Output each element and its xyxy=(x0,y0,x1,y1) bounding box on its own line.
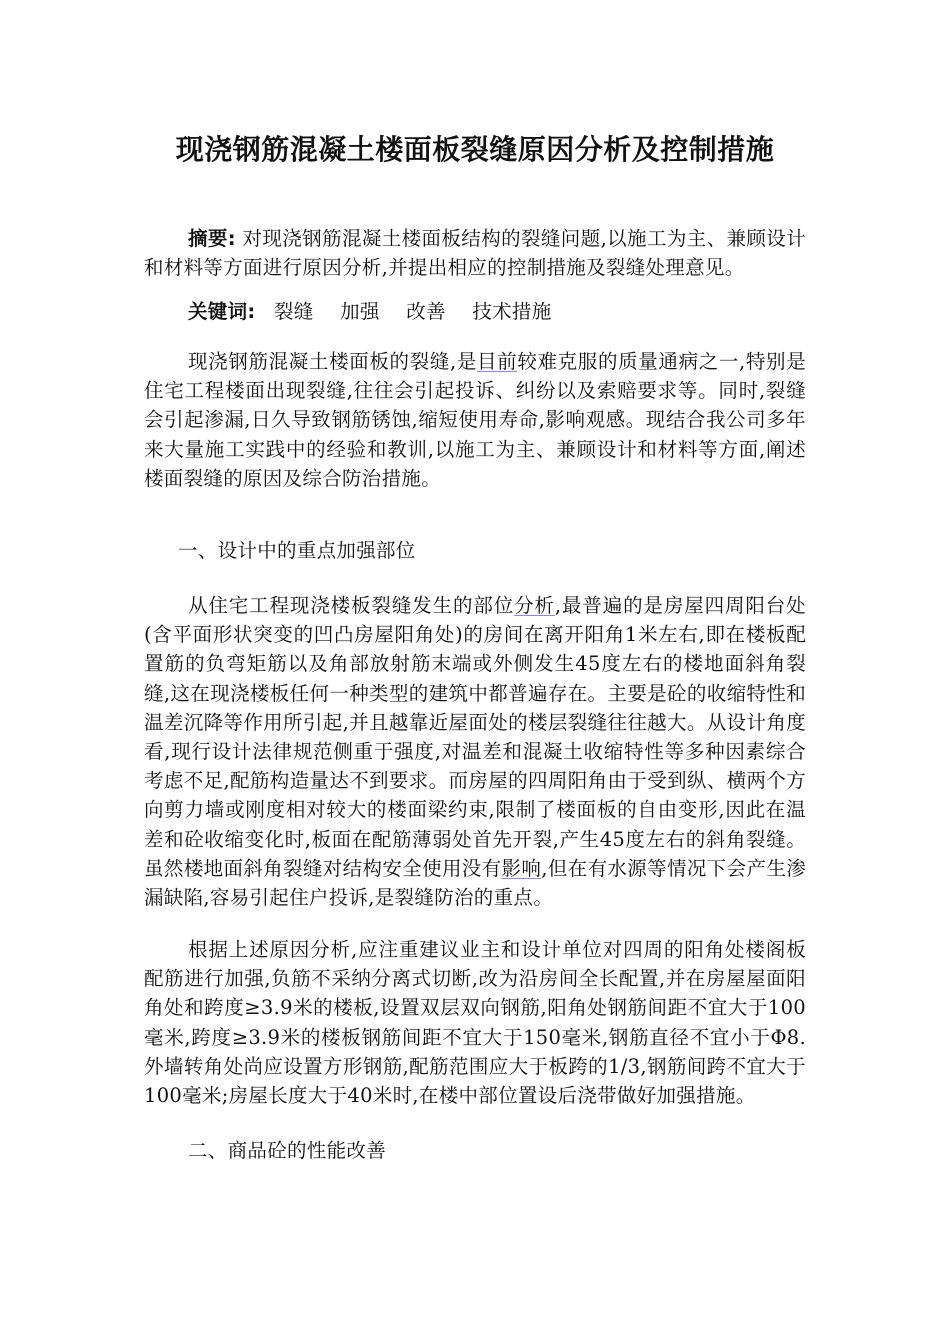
keyword-item: 加强 xyxy=(340,300,380,323)
keyword-item: 改善 xyxy=(406,300,446,323)
impact-link[interactable]: 影响 xyxy=(501,856,542,880)
section-1-text: 从住宅工程现浇楼板裂缝发生的部位 xyxy=(188,594,515,617)
intro-link[interactable]: 目前 xyxy=(477,350,518,373)
keyword-item: 技术措施 xyxy=(472,300,552,323)
keywords-line xyxy=(144,297,806,326)
section-1-paragraph-2: 根据上述原因分析,应注重建议业主和设计单位对四周的阳角处楼阁板配筋进行加强,负筋不采纳分离式切断,改为沿房间全长配置,并在房屋屋面阳角处和跨度≥3.9米的楼板,设置双层双向钢筋,阳角处钢筋间距不宜大于100毫米,跨度≥3.9米的楼板钢筋间距不宜大于150毫米,钢筋直径不宜小于Φ8.外墙转角处尚应设置方形钢筋,配筋范围应大于板跨的1/3,钢筋间跨不宜大于100毫米;房屋长度大于40米时,在楼中部位置设后浇带做好加强措施。 xyxy=(144,938,806,1108)
abstract-paragraph xyxy=(144,224,806,282)
intro-paragraph xyxy=(144,347,806,493)
intro-text-rest: 较难克服的质量通病之一,特别是住宅工程楼面出现裂缝,往往会引起投诉、纠纷以及索赔要求等。同时,裂缝会引起渗漏,日久导致钢筋锈蚀,缩短使用寿命,影响观感。现结合我公司多年来大量施工实践中的经验和教训,以施工为主、兼顾设计和材料等方面,阐述楼面裂缝的原因及综合防治措施。 xyxy=(144,350,806,490)
section-1-text-end: ,但在有水源等情况下会产生渗漏缺陷,容易引起住户投诉,是裂缝防治的重点。 xyxy=(144,856,806,910)
document-title: 现浇钢筋混凝土楼面板裂缝原因分析及控制措施 xyxy=(175,133,775,166)
intro-text: 现浇钢筋混凝土楼面板的裂缝,是 xyxy=(188,350,478,373)
abstract-label: 摘要: xyxy=(188,227,236,250)
analysis-link[interactable]: 分析 xyxy=(514,594,555,617)
section-2-heading: 二、商品砼的性能改善 xyxy=(188,1139,387,1162)
keyword-item: 裂缝 xyxy=(274,300,314,323)
section-1-paragraph-1 xyxy=(144,591,806,912)
abstract-text: 对现浇钢筋混凝土楼面板结构的裂缝问题,以施工为主、兼顾设计和材料等方面进行原因分析,并提出相应的控制措施及裂缝处理意见。 xyxy=(144,227,806,280)
keywords-label: 关键词: xyxy=(188,300,256,323)
section-1-text-mid: ,最普遍的是房屋四周阳台处(含平面形状突变的凹凸房屋阳角处)的房间在离开阳角1米左右,即在楼板配置筋的负弯矩筋以及角部放射筋末端或外侧发生45度左右的楼地面斜角裂缝,这在现浇楼板任何一种类型的建筑中都普遍存在。主要是砼的收缩特性和温差沉降等作用所引起,并且越靠近屋面处的楼层裂缝往往越大。从设计角度看,现行设计法律规范侧重于强度,对温差和混凝土收缩特性等多种因素综合考虑不足,配筋构造量达不到要求。而房屋的四周阳角由于受到纵、横两个方向剪力墙或刚度相对较大的楼面梁约束,限制了楼面板的自由变形,因此在温差和砼收缩变化时,板面在配筋薄弱处首先开裂,产生45度左右的斜角裂缝。虽然楼地面斜角裂缝对结构安全使用没有 xyxy=(144,594,806,880)
section-1-heading: 一、设计中的重点加强部位 xyxy=(178,539,416,562)
